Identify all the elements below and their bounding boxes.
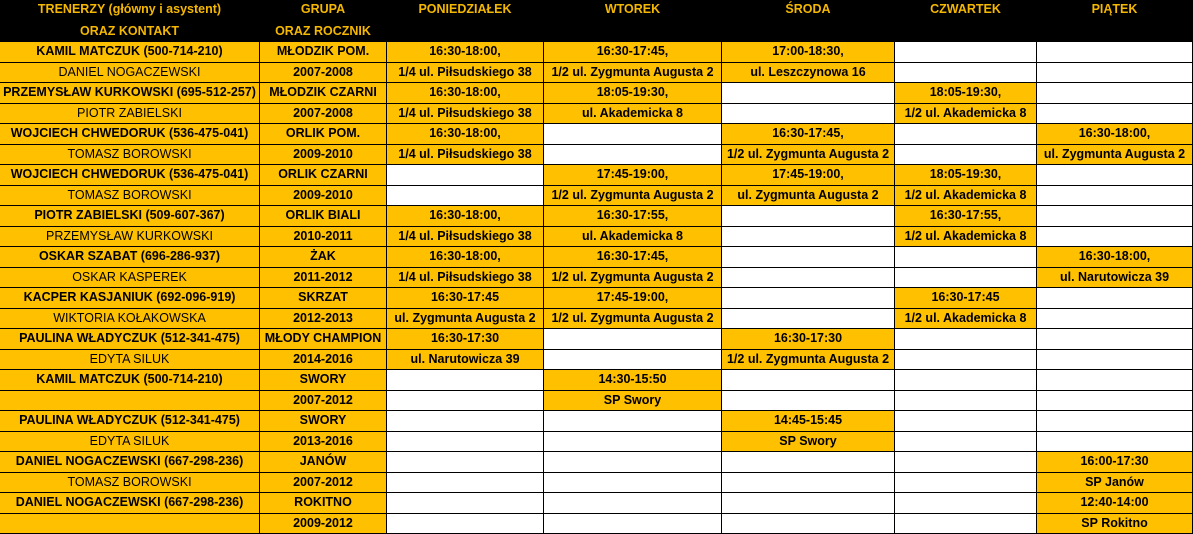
session-place: 1/4 ul. Piłsudskiego 38 (387, 104, 544, 124)
header-year: ORAZ ROCZNIK (260, 22, 387, 42)
session-time: 16:30-17:45, (722, 124, 895, 145)
assistant-cell: TOMASZ BOROWSKI (0, 473, 260, 493)
empty-slot (895, 145, 1037, 165)
year-cell: 2009-2010 (260, 145, 387, 165)
group-cell: MŁODY CHAMPION (260, 329, 387, 350)
empty-slot (1037, 63, 1193, 83)
session-time: 16:30-17:45, (544, 247, 722, 268)
empty-slot (544, 514, 722, 534)
empty-slot (722, 247, 895, 268)
empty-slot (1037, 309, 1193, 329)
header-trainers: TRENERZY (główny i asystent) (0, 0, 260, 22)
empty-slot (1037, 288, 1193, 309)
assistant-cell: TOMASZ BOROWSKI (0, 145, 260, 165)
session-place: ul. Zygmunta Augusta 2 (1037, 145, 1193, 165)
header-day-blank (387, 22, 544, 42)
empty-slot (895, 124, 1037, 145)
session-time: 16:30-18:00, (387, 206, 544, 227)
session-place: 1/2 ul. Zygmunta Augusta 2 (544, 309, 722, 329)
year-cell: 2007-2008 (260, 104, 387, 124)
session-place: ul. Zygmunta Augusta 2 (722, 186, 895, 206)
year-cell: 2007-2012 (260, 391, 387, 411)
empty-slot (1037, 432, 1193, 452)
year-cell: 2011-2012 (260, 268, 387, 288)
session-time: 16:30-18:00, (387, 42, 544, 63)
group-cell: SKRZAT (260, 288, 387, 309)
empty-slot (722, 83, 895, 104)
year-cell: 2010-2011 (260, 227, 387, 247)
empty-slot (722, 104, 895, 124)
empty-slot (544, 493, 722, 514)
empty-slot (544, 350, 722, 370)
session-place: 1/2 ul. Akademicka 8 (895, 227, 1037, 247)
empty-slot (544, 411, 722, 432)
empty-slot (387, 473, 544, 493)
group-cell: MŁODZIK CZARNI (260, 83, 387, 104)
empty-slot (895, 493, 1037, 514)
trainer-cell: OSKAR SZABAT (696-286-937) (0, 247, 260, 268)
empty-slot (387, 391, 544, 411)
assistant-cell: PIOTR ZABIELSKI (0, 104, 260, 124)
session-time: 17:45-19:00, (544, 288, 722, 309)
empty-slot (1037, 165, 1193, 186)
empty-slot (722, 268, 895, 288)
trainer-cell: PAULINA WŁADYCZUK (512-341-475) (0, 329, 260, 350)
empty-slot (722, 473, 895, 493)
group-cell: JANÓW (260, 452, 387, 473)
header-day-2: ŚRODA (722, 0, 895, 22)
empty-slot (895, 411, 1037, 432)
session-place: ul. Narutowicza 39 (1037, 268, 1193, 288)
session-time: 18:05-19:30, (544, 83, 722, 104)
assistant-cell: TOMASZ BOROWSKI (0, 186, 260, 206)
empty-slot (722, 227, 895, 247)
group-cell: MŁODZIK POM. (260, 42, 387, 63)
empty-slot (722, 493, 895, 514)
trainer-cell: DANIEL NOGACZEWSKI (667-298-236) (0, 493, 260, 514)
empty-slot (895, 370, 1037, 391)
trainer-cell: WOJCIECH CHWEDORUK (536-475-041) (0, 165, 260, 186)
header-contact: ORAZ KONTAKT (0, 22, 260, 42)
year-cell: 2007-2008 (260, 63, 387, 83)
session-time: 16:30-17:45 (387, 288, 544, 309)
year-cell: 2007-2012 (260, 473, 387, 493)
empty-slot (387, 432, 544, 452)
session-place: ul. Akademicka 8 (544, 227, 722, 247)
session-place: ul. Akademicka 8 (544, 104, 722, 124)
empty-slot (387, 370, 544, 391)
header-group: GRUPA (260, 0, 387, 22)
empty-slot (722, 391, 895, 411)
session-place: 1/2 ul. Akademicka 8 (895, 104, 1037, 124)
empty-slot (722, 370, 895, 391)
trainer-cell: PIOTR ZABIELSKI (509-607-367) (0, 206, 260, 227)
year-cell: 2014-2016 (260, 350, 387, 370)
session-place: 1/2 ul. Zygmunta Augusta 2 (544, 186, 722, 206)
empty-slot (895, 432, 1037, 452)
trainer-cell: PAULINA WŁADYCZUK (512-341-475) (0, 411, 260, 432)
session-time: 16:30-17:30 (722, 329, 895, 350)
assistant-cell: WIKTORIA KOŁAKOWSKA (0, 309, 260, 329)
empty-slot (1037, 329, 1193, 350)
header-day-4: PIĄTEK (1037, 0, 1193, 22)
empty-slot (544, 452, 722, 473)
session-place: SP Swory (722, 432, 895, 452)
empty-slot (544, 124, 722, 145)
header-day-blank (722, 22, 895, 42)
trainer-cell: KACPER KASJANIUK (692-096-919) (0, 288, 260, 309)
session-place: 1/2 ul. Akademicka 8 (895, 309, 1037, 329)
session-time: 16:30-18:00, (387, 83, 544, 104)
session-place: ul. Zygmunta Augusta 2 (387, 309, 544, 329)
assistant-cell: EDYTA SILUK (0, 350, 260, 370)
group-cell: ROKITNO (260, 493, 387, 514)
empty-slot (895, 452, 1037, 473)
header-day-3: CZWARTEK (895, 0, 1037, 22)
session-time: 16:30-17:55, (544, 206, 722, 227)
empty-slot (387, 452, 544, 473)
session-place: 1/2 ul. Akademicka 8 (895, 186, 1037, 206)
assistant-cell: PRZEMYSŁAW KURKOWSKI (0, 227, 260, 247)
session-time: 17:45-19:00, (722, 165, 895, 186)
empty-slot (722, 309, 895, 329)
group-cell: ŻAK (260, 247, 387, 268)
session-time: 14:30-15:50 (544, 370, 722, 391)
group-cell: ORLIK POM. (260, 124, 387, 145)
session-time: 14:45-15:45 (722, 411, 895, 432)
empty-slot (387, 411, 544, 432)
session-time: 16:30-17:45 (895, 288, 1037, 309)
header-day-blank (895, 22, 1037, 42)
session-place: 1/4 ul. Piłsudskiego 38 (387, 145, 544, 165)
session-time: 16:30-18:00, (387, 124, 544, 145)
empty-slot (1037, 83, 1193, 104)
empty-slot (1037, 206, 1193, 227)
trainer-cell: KAMIL MATCZUK (500-714-210) (0, 42, 260, 63)
header-day-blank (1037, 22, 1193, 42)
session-time: 18:05-19:30, (895, 165, 1037, 186)
assistant-cell (0, 514, 260, 534)
empty-slot (722, 452, 895, 473)
trainer-cell: PRZEMYSŁAW KURKOWSKI (695-512-257) (0, 83, 260, 104)
empty-slot (387, 493, 544, 514)
session-place: SP Janów (1037, 473, 1193, 493)
assistant-cell (0, 391, 260, 411)
session-time: 16:30-18:00, (387, 247, 544, 268)
assistant-cell: EDYTA SILUK (0, 432, 260, 452)
group-cell: ORLIK BIALI (260, 206, 387, 227)
session-place: 1/4 ul. Piłsudskiego 38 (387, 63, 544, 83)
session-place: 1/2 ul. Zygmunta Augusta 2 (722, 145, 895, 165)
session-place: 1/4 ul. Piłsudskiego 38 (387, 227, 544, 247)
session-time: 17:45-19:00, (544, 165, 722, 186)
empty-slot (1037, 350, 1193, 370)
session-place: 1/2 ul. Zygmunta Augusta 2 (544, 63, 722, 83)
empty-slot (544, 145, 722, 165)
empty-slot (895, 247, 1037, 268)
trainer-cell: WOJCIECH CHWEDORUK (536-475-041) (0, 124, 260, 145)
empty-slot (722, 514, 895, 534)
trainer-cell: KAMIL MATCZUK (500-714-210) (0, 370, 260, 391)
empty-slot (544, 432, 722, 452)
empty-slot (387, 514, 544, 534)
session-place: 1/4 ul. Piłsudskiego 38 (387, 268, 544, 288)
year-cell: 2009-2010 (260, 186, 387, 206)
year-cell: 2012-2013 (260, 309, 387, 329)
empty-slot (1037, 391, 1193, 411)
empty-slot (895, 42, 1037, 63)
session-time: 16:30-17:30 (387, 329, 544, 350)
session-time: 16:30-17:45, (544, 42, 722, 63)
header-day-1: WTOREK (544, 0, 722, 22)
empty-slot (895, 391, 1037, 411)
empty-slot (1037, 186, 1193, 206)
group-cell: SWORY (260, 411, 387, 432)
empty-slot (895, 473, 1037, 493)
group-cell: ORLIK CZARNI (260, 165, 387, 186)
empty-slot (1037, 42, 1193, 63)
session-place: 1/2 ul. Zygmunta Augusta 2 (722, 350, 895, 370)
empty-slot (387, 165, 544, 186)
empty-slot (895, 514, 1037, 534)
empty-slot (1037, 411, 1193, 432)
trainer-cell: DANIEL NOGACZEWSKI (667-298-236) (0, 452, 260, 473)
session-place: ul. Narutowicza 39 (387, 350, 544, 370)
session-place: SP Swory (544, 391, 722, 411)
empty-slot (895, 63, 1037, 83)
session-place: SP Rokitno (1037, 514, 1193, 534)
session-time: 16:00-17:30 (1037, 452, 1193, 473)
year-cell: 2013-2016 (260, 432, 387, 452)
session-time: 16:30-18:00, (1037, 247, 1193, 268)
empty-slot (544, 329, 722, 350)
empty-slot (895, 268, 1037, 288)
session-place: ul. Leszczynowa 16 (722, 63, 895, 83)
empty-slot (1037, 227, 1193, 247)
empty-slot (1037, 104, 1193, 124)
session-time: 16:30-17:55, (895, 206, 1037, 227)
session-time: 17:00-18:30, (722, 42, 895, 63)
assistant-cell: OSKAR KASPEREK (0, 268, 260, 288)
empty-slot (895, 350, 1037, 370)
session-time: 12:40-14:00 (1037, 493, 1193, 514)
header-day-blank (544, 22, 722, 42)
empty-slot (895, 329, 1037, 350)
assistant-cell: DANIEL NOGACZEWSKI (0, 63, 260, 83)
empty-slot (544, 473, 722, 493)
group-cell: SWORY (260, 370, 387, 391)
session-time: 16:30-18:00, (1037, 124, 1193, 145)
empty-slot (387, 186, 544, 206)
empty-slot (722, 206, 895, 227)
empty-slot (1037, 370, 1193, 391)
session-time: 18:05-19:30, (895, 83, 1037, 104)
year-cell: 2009-2012 (260, 514, 387, 534)
empty-slot (722, 288, 895, 309)
header-day-0: PONIEDZIAŁEK (387, 0, 544, 22)
session-place: 1/2 ul. Zygmunta Augusta 2 (544, 268, 722, 288)
